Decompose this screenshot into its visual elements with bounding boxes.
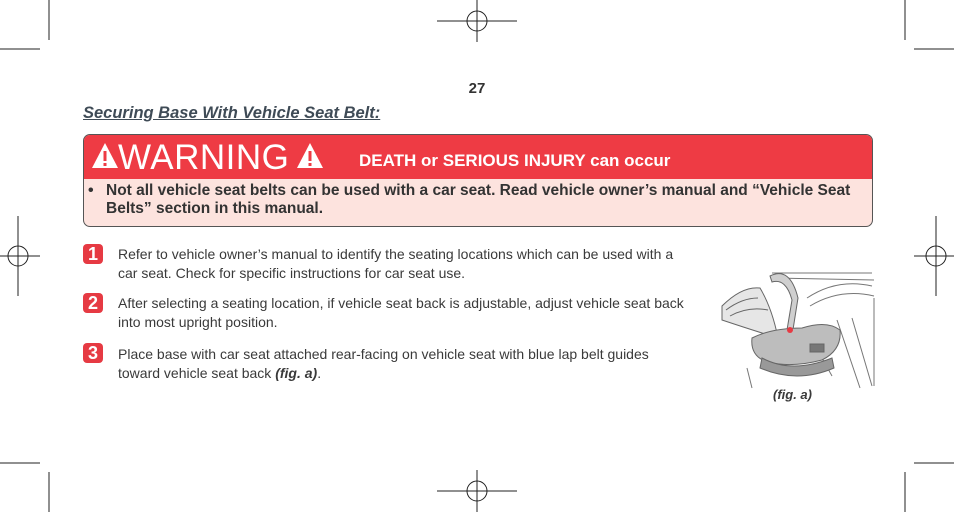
step-number-badge: 1 (83, 244, 103, 264)
warning-header (84, 135, 872, 179)
step-text: Refer to vehicle owner’s manual to identify the seating locations which can be used with a car seat. Check for specific instructions for car seat use. (118, 246, 674, 281)
warning-box (83, 134, 873, 227)
warning-text: Not all vehicle seat belts can be used with a car seat. Read vehicle owner’s manual and “Vehicle Seat Belts” section in this manual. (106, 182, 851, 217)
page-number: 27 (468, 80, 486, 97)
step-text-end: . (317, 365, 322, 381)
step-number-badge: 3 (83, 343, 103, 363)
warning-bullet: • (88, 182, 94, 199)
section-title: Securing Base With Vehicle Seat Belt: (83, 104, 381, 122)
warning-subtitle: DEATH or SERIOUS INJURY can occur (359, 151, 671, 170)
figure-reference: (fig. a) (275, 365, 318, 381)
step-number-badge: 2 (83, 293, 103, 313)
warning-triangle-icon (90, 141, 120, 171)
figure-caption: (fig. a) (773, 387, 812, 402)
warning-word: WARNING (118, 138, 290, 177)
step-text-body: Place base with car seat attached rear-facing on vehicle seat with blue lap belt guides toward vehicle seat back (118, 346, 649, 381)
car-seat-illustration (712, 258, 878, 390)
step-text: After selecting a seating location, if vehicle seat back is adjustable, adjust vehicle seat back into most upright position. (118, 295, 684, 330)
step-text (118, 345, 663, 383)
warning-triangle-icon (295, 141, 325, 171)
